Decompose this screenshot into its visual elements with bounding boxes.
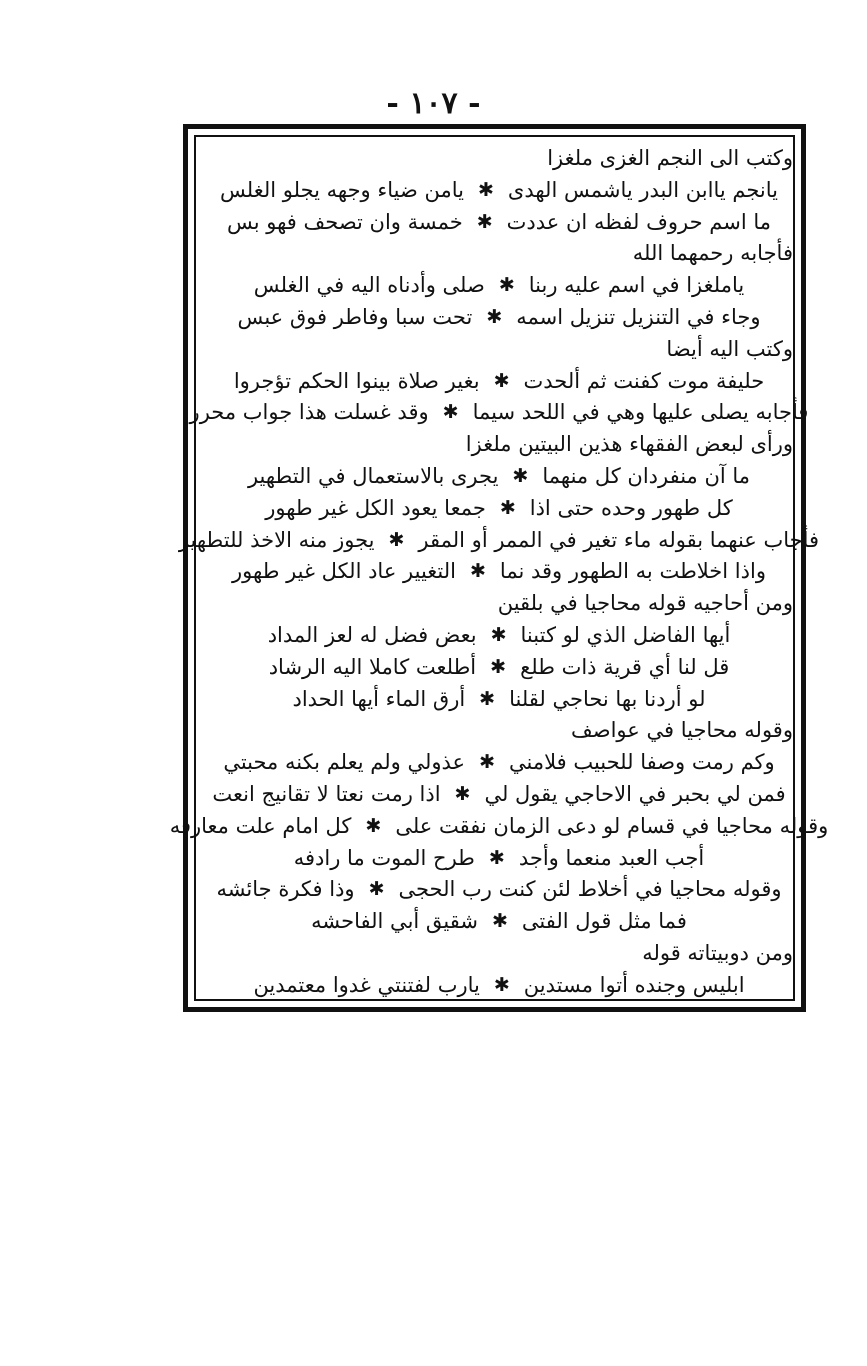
verse-line <box>205 267 793 303</box>
verse-line <box>205 903 793 939</box>
star-separator-icon: ✱ <box>498 274 515 297</box>
verse-left-hemistich: كل امام علت معارفه <box>169 813 352 838</box>
verse-right-hemistich: ابليس وجنده أتوا مستدين <box>523 972 745 997</box>
verse-right-hemistich: ما آن منفردان كل منهما <box>542 464 751 488</box>
verse-left-hemistich: وذا فكرة جائشه <box>216 877 355 902</box>
verse-left-hemistich: خمسة وان تصحف فهو بس <box>226 209 463 234</box>
verse-line <box>205 871 793 907</box>
verse-line <box>205 776 793 812</box>
verse-right-hemistich: فما مثل قول الفتى <box>521 909 687 934</box>
star-separator-icon: ✱ <box>479 687 496 710</box>
star-separator-icon: ✱ <box>470 560 486 583</box>
prose-line: ومن دوبيتاته قوله <box>642 941 793 965</box>
prose-line: فأجابه رحمهما الله <box>632 241 793 266</box>
page-number: - ١٠٧ - <box>386 86 481 121</box>
star-separator-icon: ✱ <box>499 496 516 519</box>
verse-left-hemistich: اذا رمت نعتا لا تقانيج انعت <box>212 782 441 806</box>
verse-right-hemistich: وقوله محاجيا في قسام لو دعى الزمان نفقت على <box>395 813 829 838</box>
verse-right-hemistich: ياملغزا في اسم عليه ربنا <box>528 273 745 298</box>
verse-left-hemistich: عذولي ولم يعلم بكنه محبتي <box>223 750 466 775</box>
prose-line: ورأى لبعض الفقهاء هذين البيتين ملغزا <box>465 432 793 457</box>
prose-line: ومن أحاجيه قوله محاجيا في بلقين <box>497 591 793 616</box>
star-separator-icon: ✱ <box>365 814 382 837</box>
verse-line <box>178 522 820 558</box>
verse-left-hemistich: يجوز منه الاخذ للتطهير <box>178 527 375 552</box>
verse-left-hemistich: يجرى بالاستعمال في التطهير <box>247 464 499 488</box>
verse-left-hemistich: جمعا يعود الكل غير طهور <box>265 495 486 520</box>
text-body <box>169 140 829 1000</box>
verse-left-hemistich: شقيق أبي الفاحشه <box>311 909 478 934</box>
verse-line <box>205 172 793 208</box>
verse-right-hemistich: فمن لي بحبر في الاحاجي يقول لي <box>484 782 786 806</box>
verse-line <box>205 204 793 240</box>
verse-left-hemistich: تحت سبا وفاطر فوق عبس <box>237 305 473 329</box>
verse-right-hemistich: أجب العبد منعما وأجد <box>518 845 705 870</box>
star-separator-icon: ✱ <box>479 751 495 774</box>
verse-right-hemistich: كل طهور وحده حتى اذا <box>529 495 733 520</box>
star-separator-icon: ✱ <box>476 210 493 233</box>
star-separator-icon: ✱ <box>488 846 505 869</box>
verse-right-hemistich: قل لنا أي قرية ذات طلع <box>520 654 730 679</box>
verse-right-hemistich: وجاء في التنزيل تنزيل اسمه <box>516 305 761 329</box>
verse-line <box>205 744 793 780</box>
star-separator-icon: ✱ <box>493 369 510 392</box>
verse-line <box>205 840 793 876</box>
star-separator-icon: ✱ <box>512 465 529 487</box>
verse-line <box>205 649 793 685</box>
verse-right-hemistich: وقوله محاجيا في أخلاط لئن كنت رب الحجى <box>398 877 782 902</box>
verse-line <box>205 458 793 494</box>
verse-left-hemistich: بغير صلاة بينوا الحكم تؤجروا <box>233 368 480 393</box>
verse-right-hemistich: يانجم ياابن البدر ياشمس الهدى <box>507 177 778 202</box>
verse-left-hemistich: يارب لفتنتي غدوا معتمدين <box>253 972 480 997</box>
verse-right-hemistich: حليفة موت كفنت ثم ألحدت <box>523 368 765 393</box>
verse-left-hemistich: وقد غسلت هذا جواب محرر <box>189 400 429 425</box>
verse-left-hemistich: يامن ضياء وجهه يجلو الغلس <box>220 177 464 202</box>
verse-right-hemistich: ما اسم حروف لفظه ان عددت <box>506 209 772 234</box>
star-separator-icon: ✱ <box>490 624 507 646</box>
verse-line <box>205 617 793 653</box>
star-separator-icon: ✱ <box>490 655 507 678</box>
verse-line <box>205 553 793 589</box>
star-separator-icon: ✱ <box>477 178 494 201</box>
star-separator-icon: ✱ <box>492 910 508 933</box>
verse-right-hemistich: لو أردنا بها نحاجي لقلنا <box>509 686 706 711</box>
star-separator-icon: ✱ <box>493 973 510 996</box>
verse-left-hemistich: التغيير عاد الكل غير طهور <box>232 559 456 584</box>
verse-left-hemistich: صلى وأدناه اليه في الغلس <box>253 273 485 298</box>
star-separator-icon: ✱ <box>368 878 385 901</box>
verse-right-hemistich: واذا اخلاطت به الطهور وقد نما <box>499 559 766 584</box>
star-separator-icon: ✱ <box>442 401 459 424</box>
verse-line <box>205 363 793 399</box>
prose-line: وكتب الى النجم الغزى ملغزا <box>547 146 793 170</box>
verse-right-hemistich: فأجاب عنهما بقوله ماء تغير في الممر أو المقر <box>418 527 820 552</box>
verse-line <box>189 394 809 430</box>
star-separator-icon: ✱ <box>486 306 503 328</box>
star-separator-icon: ✱ <box>454 783 471 805</box>
verse-right-hemistich: فأجابه يصلى عليها وهي في اللحد سيما <box>472 400 809 425</box>
star-separator-icon: ✱ <box>388 528 405 551</box>
verse-line <box>205 967 793 1003</box>
verse-line <box>169 808 829 844</box>
verse-left-hemistich: أرق الماء أيها الحداد <box>292 686 466 711</box>
verse-left-hemistich: بعض فضل له لعز المداد <box>267 623 477 647</box>
verse-line <box>205 299 793 335</box>
verse-right-hemistich: وكم رمت وصفا للحبيب فلامني <box>509 750 775 775</box>
prose-line: وكتب اليه أيضا <box>666 336 793 361</box>
verse-right-hemistich: أيها الفاضل الذي لو كتبنا <box>520 623 731 647</box>
verse-line <box>205 490 793 526</box>
prose-line: وقوله محاجيا في عواصف <box>571 718 793 743</box>
verse-left-hemistich: أطلعت كاملا اليه الرشاد <box>268 654 477 679</box>
verse-line <box>205 681 793 717</box>
verse-left-hemistich: طرح الموت ما رادفه <box>293 845 475 870</box>
